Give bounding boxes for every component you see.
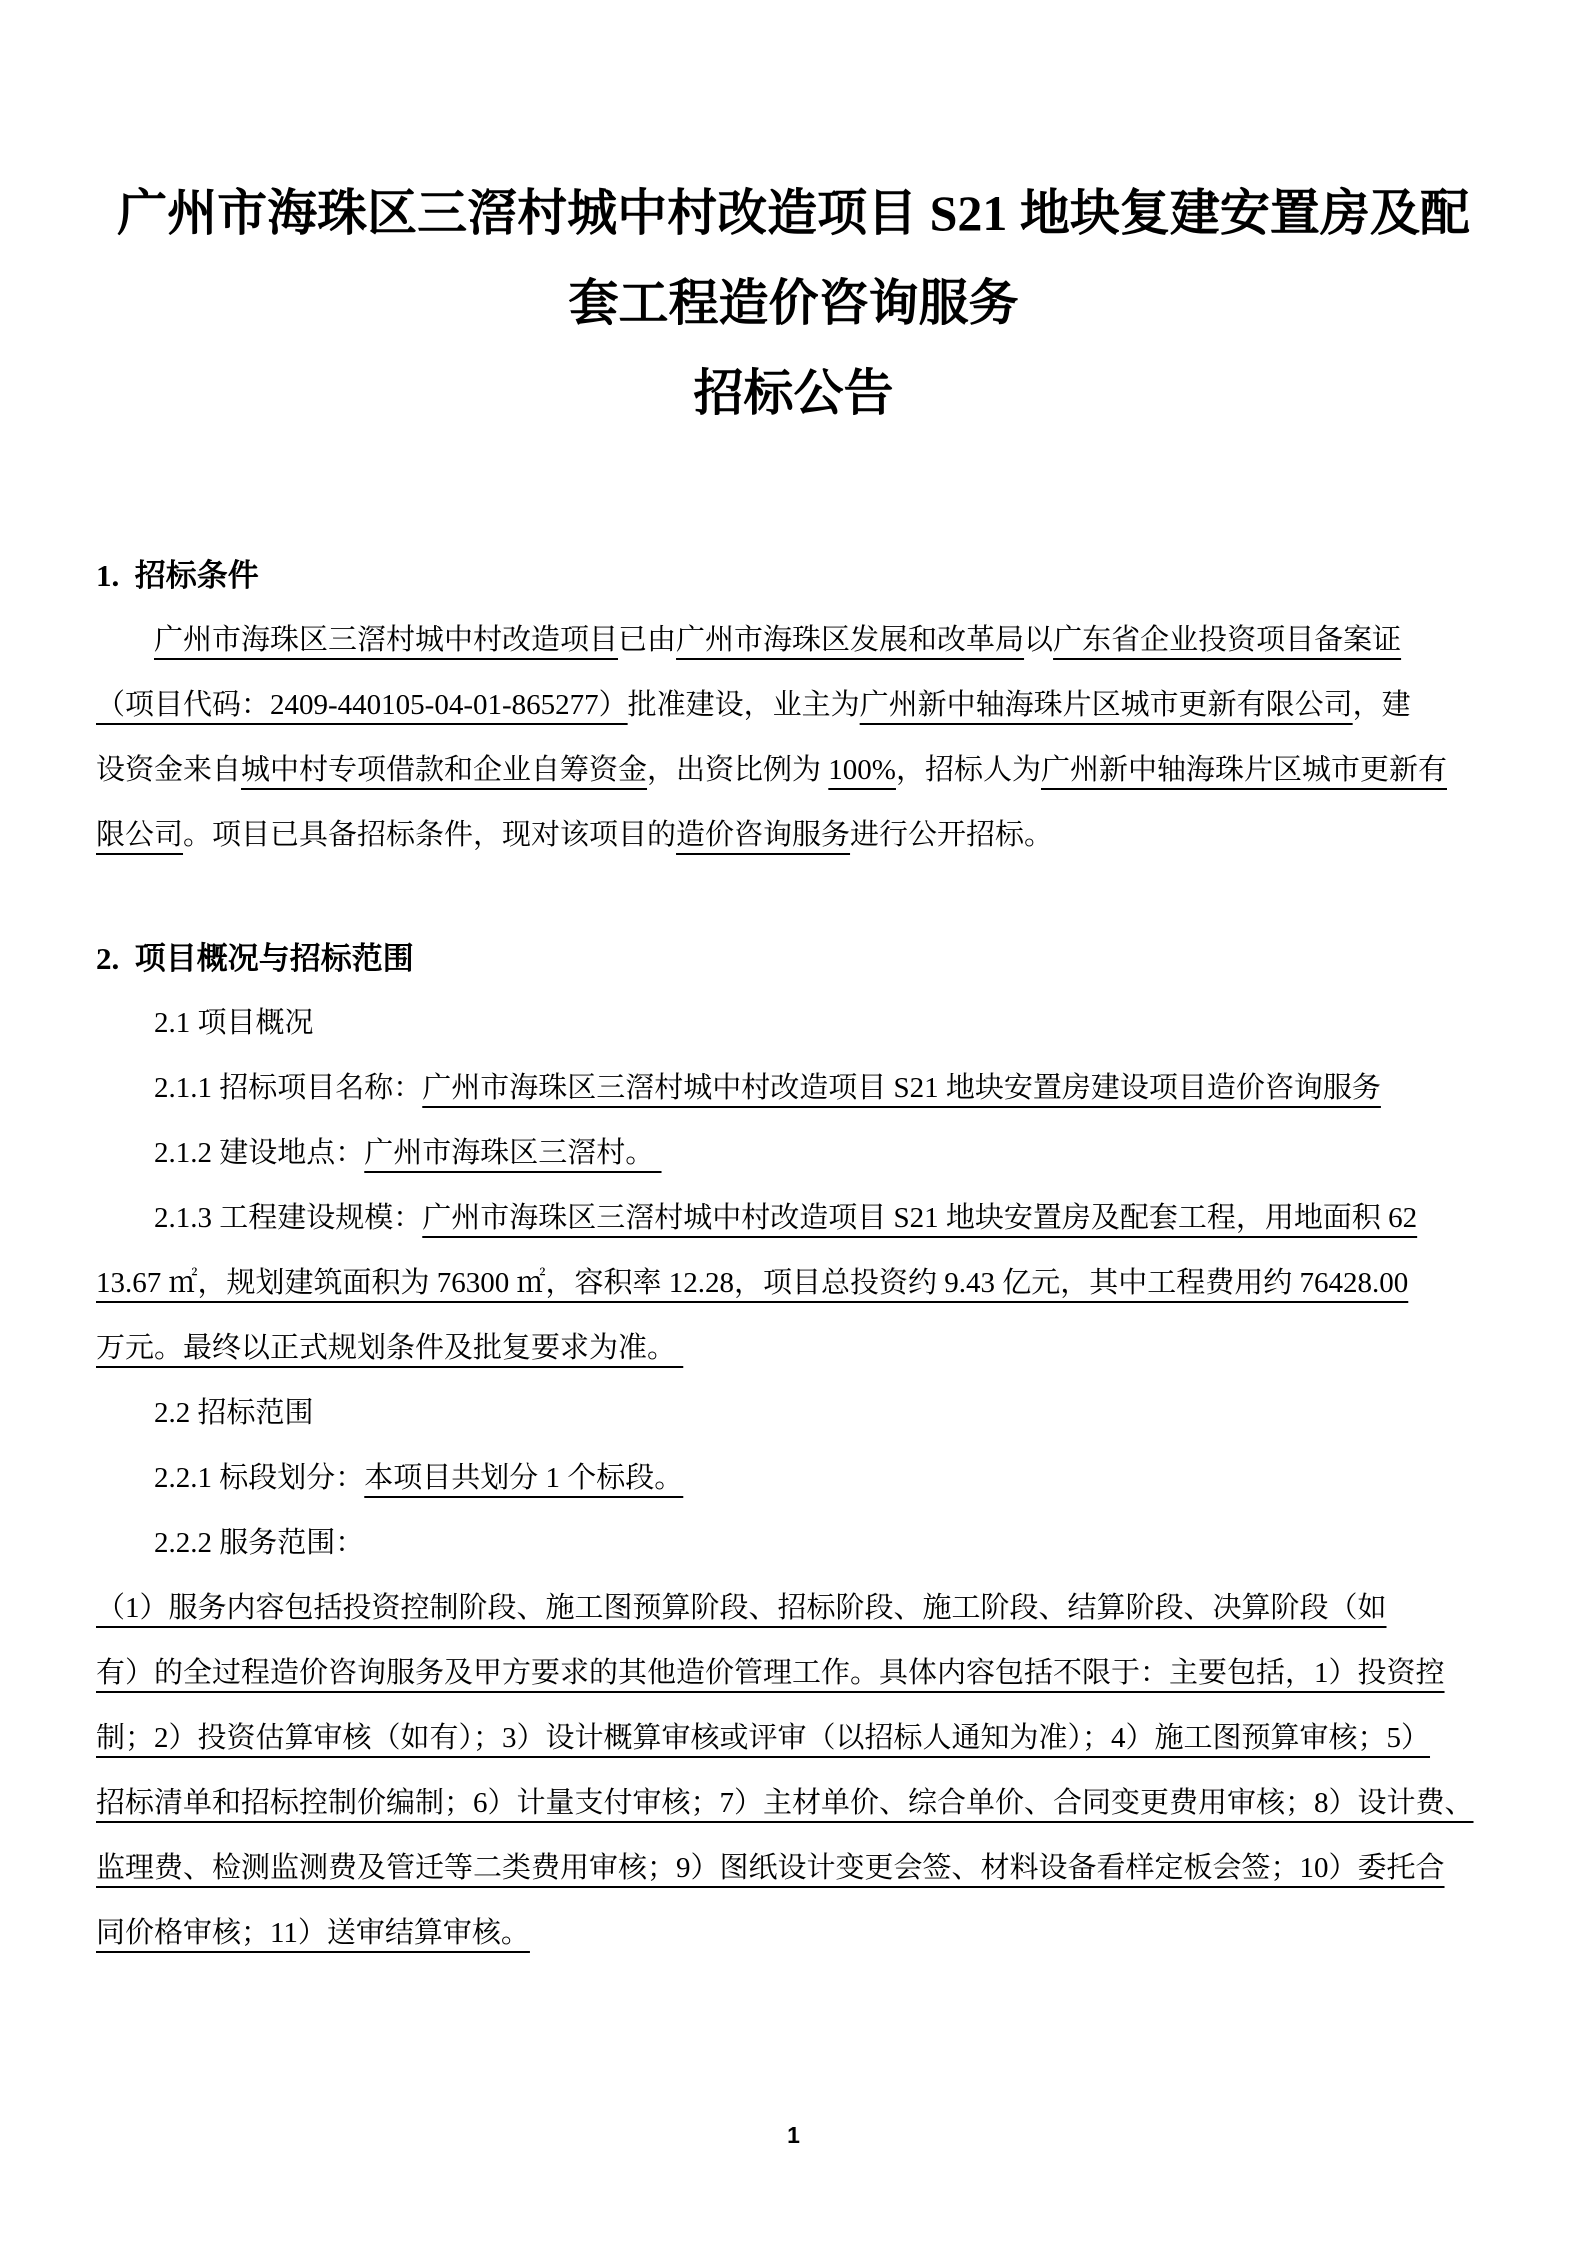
service-scope-line-6 (96, 1901, 1494, 1966)
underlined-text-run: 广州新中轴海珠片区城市更新有限公司 (859, 689, 1353, 721)
text-run: 2.1 项目概况 (154, 1007, 314, 1039)
tender-scope-subheading (96, 1381, 1494, 1446)
text-run: ，建 (1352, 689, 1411, 721)
underlined-text-run: （项目代码：2409-440105-04-01-865277） (96, 689, 628, 721)
text-run: 2.1.3 工程建设规模： (154, 1202, 423, 1234)
document-title-line-1: 广州市海珠区三滘村城中村改造项目 S21 地块复建安置房及配 (117, 185, 1470, 241)
text-run: 2.1.1 招标项目名称： (154, 1072, 423, 1104)
tender-conditions-line-4 (96, 803, 1494, 868)
text-run: 已由 (618, 624, 677, 656)
underlined-text-run: 监理费、检测监测费及管迁等二类费用审核；9）图纸设计变更会签、材料设备看样定板会签；10）委托合 (96, 1852, 1445, 1884)
page-number: 1 (787, 2122, 800, 2148)
service-scope-line-1 (96, 1576, 1494, 1641)
construction-scale-line-3 (96, 1316, 1494, 1381)
bid-section-division-line (96, 1446, 1494, 1511)
document-title (0, 0, 1587, 438)
project-overview-subheading (96, 991, 1494, 1056)
underlined-text-run: 广州新中轴海珠片区城市更新有 (1040, 754, 1447, 786)
tender-conditions-line-3 (96, 738, 1494, 803)
underlined-text-run: 广州市海珠区三滘村城中村改造项目 S21 地块安置房建设项目造价咨询服务 (422, 1072, 1381, 1104)
text-run: 2.1.2 建设地点： (154, 1137, 365, 1169)
heading-tender-conditions (96, 543, 1494, 608)
text-run: 2.2 招标范围 (154, 1397, 314, 1429)
service-scope-line-2 (96, 1641, 1494, 1706)
underlined-text-run: （1）服务内容包括投资控制阶段、施工图预算阶段、招标阶段、施工阶段、结算阶段、决算阶段（如 (96, 1592, 1387, 1624)
underlined-text-run: 广州市海珠区三滘村。 (364, 1137, 662, 1169)
document-title-line-2: 套工程造价咨询服务 (568, 275, 1019, 331)
underlined-text-run: 13.67 ㎡，规划建筑面积为 76300 ㎡，容积率 12.28，项目总投资约 9.43 亿元，其中工程费用约 76428.00 (96, 1267, 1409, 1299)
text-run: 以 (1024, 624, 1054, 656)
document-body (96, 543, 1494, 1966)
project-name-line (96, 1056, 1494, 1121)
service-scope-line-4 (96, 1771, 1494, 1836)
underlined-text-run: 城中村专项借款和企业自筹资金 (241, 754, 648, 786)
underlined-text-run: 广州市海珠区三滘村城中村改造项目 (154, 624, 619, 656)
underlined-text-run: 本项目共划分 1 个标段。 (364, 1462, 684, 1494)
text-run: 2.2.1 标段划分： (154, 1462, 365, 1494)
underlined-text-run: 招标清单和招标控制价编制；6）计量支付审核；7）主材单价、综合单价、合同变更费用审核；8）设计费、 (96, 1787, 1474, 1819)
underlined-text-run: 广东省企业投资项目备案证 (1053, 624, 1402, 656)
service-scope-subheading (96, 1511, 1494, 1576)
tender-conditions-line-1 (96, 608, 1494, 673)
underlined-text-run: 万元。最终以正式规划条件及批复要求为准。 (96, 1332, 684, 1364)
text-run: ，出资比例为 (647, 754, 829, 786)
underlined-text-run: 100% (828, 754, 896, 786)
underlined-text-run: 广州市海珠区三滘村城中村改造项目 S21 地块安置房及配套工程，用地面积 62 (422, 1202, 1418, 1234)
underlined-text-run: 造价咨询服务 (676, 819, 851, 851)
text-run: 。项目已具备招标条件，现对该项目的 (183, 819, 677, 851)
construction-site-line (96, 1121, 1494, 1186)
text-run: 进行公开招标。 (850, 819, 1054, 851)
text-run: 2.2.2 服务范围： (154, 1527, 365, 1559)
text-run: 2. 项目概况与招标范围 (96, 941, 414, 976)
underlined-text-run: 同价格审核；11）送审结算审核。 (96, 1917, 530, 1949)
text-run: 批准建设，业主为 (627, 689, 860, 721)
text-run: 设资金来自 (96, 754, 242, 786)
heading-project-overview-scope (96, 926, 1494, 991)
underlined-text-run: 制；2）投资估算审核（如有）；3）设计概算审核或评审（以招标人通知为准）；4）施工图预算审核；5） (96, 1722, 1431, 1754)
tender-conditions-line-2 (96, 673, 1494, 738)
underlined-text-run: 有）的全过程造价咨询服务及甲方要求的其他造价管理工作。具体内容包括不限于：主要包括，1）投资控 (96, 1657, 1445, 1689)
underlined-text-run: 广州市海珠区发展和改革局 (676, 624, 1025, 656)
construction-scale-line-2 (96, 1251, 1494, 1316)
service-scope-line-3 (96, 1706, 1494, 1771)
document-title-line-3: 招标公告 (693, 365, 894, 421)
text-run: 1. 招标条件 (96, 558, 259, 593)
text-run: ，招标人为 (895, 754, 1041, 786)
construction-scale-line-1 (96, 1186, 1494, 1251)
service-scope-line-5 (96, 1836, 1494, 1901)
underlined-text-run: 限公司 (96, 819, 184, 851)
